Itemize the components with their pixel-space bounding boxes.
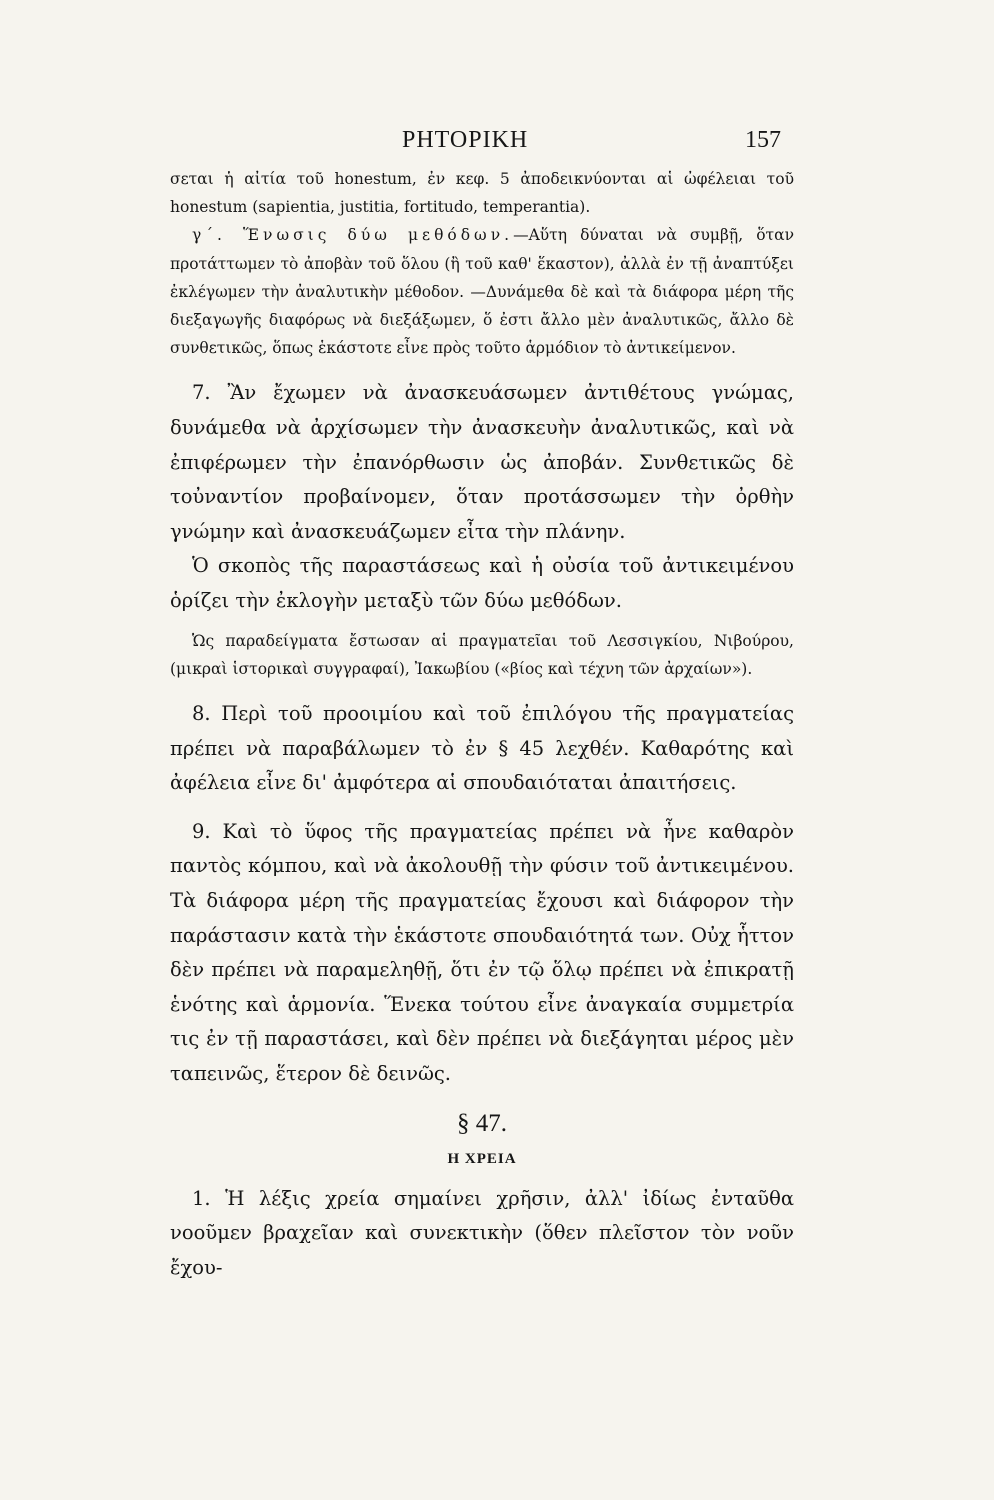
union-of-methods-text: —Αὕτη δύναται νὰ συμβῇ, ὅταν προτάττωμεν τὸ ἀποβὰν τοῦ ὅλου (ἢ τοῦ καθ' ἕκαστον), ἀλλὰ ἐν τῇ ἀναπτύξει ἐκλέγωμεν τὴν ἀναλυτικὴν μέθοδον. —Δυνάμεθα δὲ καὶ τὰ διάφορα μέρη τῆς διεξαγωγῆς διαφόρως νὰ διεξάξωμεν, ὅ ἐστι ἄλλο μὲν ἀναλυτικῶς, ἄλλο δὲ συνθετικῶς, ὅπως ἑκάστοτε εἶνε πρὸς τοῦτο ἁρμόδιον τὸ ἀντικείμενον.	[170, 226, 794, 358]
page-number: 157	[745, 127, 781, 153]
section-mark: § 47.	[457, 1109, 507, 1137]
paragraph-purpose: Ὁ σκοπὸς τῆς παραστάσεως καὶ ἡ οὐσία τοῦ ἀντικειμένου ὁρίζει τὴν ἐκλογὴν μεταξὺ τῶν δύω μεθόδων.	[170, 554, 794, 612]
paragraph-honestum: σεται ἡ αἰτία τοῦ honestum, ἐν κεφ. 5 ἀποδεικνύονται αἱ ὠφέλειαι τοῦ honestum (sapientia, justitia, fortitudo, temperantia).	[170, 170, 794, 217]
union-of-methods-label: γ΄. Ἕνωσις δύω μεθόδων.	[192, 226, 514, 245]
paragraph-9: 9. Καὶ τὸ ὕφος τῆς πραγματείας πρέπει νὰ ἦνε καθαρὸν παντὸς κόμπου, καὶ νὰ ἀκολουθῇ τὴν φύσιν τοῦ ἀντικειμένου. Τὰ διάφορα μέρη τῆς πραγματείας ἔχουσι καὶ διάφορον τὴν παράστασιν κατὰ τὴν ἑκάστοτε σπουδαιότητά των. Οὐχ ἧττον δὲν πρέπει νὰ παραμεληθῇ, ὅτι ἐν τῷ ὅλῳ πρέπει νὰ ἐπικρατῇ ἑνότης καὶ ἁρμονία. Ἕνεκα τούτου εἶνε ἀναγκαία συμμετρία τις ἐν τῇ παραστάσει, καὶ δὲν πρέπει νὰ διεξάγηται μέρος μὲν ταπεινῶς, ἕτερον δὲ δεινῶς.	[170, 819, 794, 1085]
paragraph-section-1: 1. Ἡ λέξις χρεία σημαίνει χρῆσιν, ἀλλ' ἰδίως ἐνταῦθα νοοῦμεν βραχεῖαν καὶ συνεκτικὴν (ὅθεν πλεῖστον τὸν νοῦν ἔχου-	[170, 1186, 794, 1279]
section-title: Η ΧΡΕΙΑ	[447, 1150, 517, 1167]
paragraph-examples: Ὡς παραδείγματα ἔστωσαν αἱ πραγματεῖαι τοῦ Λεσσιγκίου, Νιβούρου, (μικραὶ ἱστορικαὶ συγγραφαί), Ἰακωβίου («βίος καὶ τέχνη τῶν ἀρχαίων»).	[170, 631, 794, 678]
paragraph-union-of-methods	[170, 221, 794, 362]
paragraph-8: 8. Περὶ τοῦ προοιμίου καὶ τοῦ ἐπιλόγου τῆς πραγματείας πρέπει νὰ παραβάλωμεν τὸ ἐν § 45 λεχθέν. Καθαρότης καὶ ἀφέλεια εἶνε δι' ἀμφότερα αἱ σπουδαιόταται ἀπαιτήσεις.	[170, 701, 794, 795]
paragraph-7: 7. Ἂν ἔχωμεν νὰ ἀνασκευάσωμεν ἀντιθέτους γνώμας, δυνάμεθα νὰ ἀρχίσωμεν τὴν ἀνασκευὴν ἀναλυτικῶς, καὶ νὰ ἐπιφέρωμεν τὴν ἐπανόρθωσιν ὡς ἀποβάν. Συνθετικῶς δὲ τοὐναντίον προβαίνομεν, ὅταν προτάσσωμεν τὴν ὀρθὴν γνώμην καὶ ἀνασκευάζωμεν εἶτα τὴν πλάνην.	[170, 381, 794, 543]
page-body	[170, 165, 794, 1285]
small-print-examples	[170, 627, 794, 683]
small-print-block	[170, 165, 794, 362]
running-title: ΡΗΤΟΡΙΚΗ	[402, 127, 529, 153]
